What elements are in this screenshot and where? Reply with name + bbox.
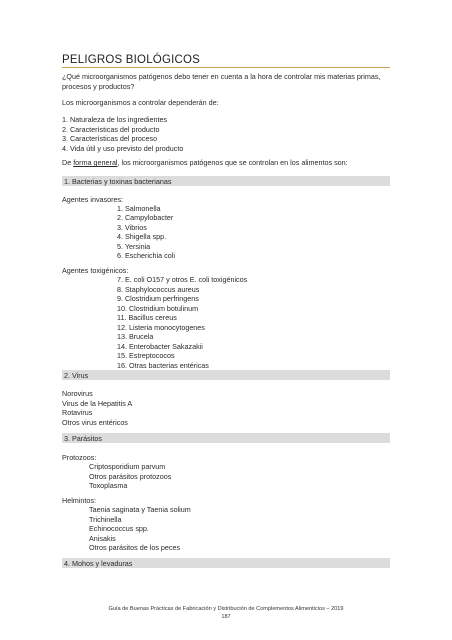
list-item: 3. Vibrios <box>117 222 147 232</box>
list-item: Norovirus <box>62 389 93 398</box>
list-item: 14. Enterobacter Sakazakii <box>117 341 203 351</box>
general-prefix: De <box>62 158 74 167</box>
factor-item: 1. Naturaleza de los ingredientes <box>62 115 168 124</box>
list-item: 6. Escherichia coli <box>117 251 175 260</box>
list-item: 15. Estreptococos <box>117 351 175 360</box>
question-text: procesos y productos? <box>62 81 135 91</box>
list-item: 1. Salmonella <box>117 203 161 213</box>
general-underlined: forma general <box>73 158 118 167</box>
list-item: 13. Brucela <box>117 332 154 341</box>
list-item: Otros parásitos de los peces <box>89 543 181 552</box>
list-item: Criptosporidium parvum <box>89 462 166 471</box>
page-title: PELIGROS BIOLÓGICOS <box>62 54 201 66</box>
list-item: 5. Yersinia <box>117 241 151 251</box>
intro-text: Los microorganismos a controlar dependerán de: <box>62 98 219 107</box>
helmintos-label: Helmintos: <box>62 496 96 505</box>
protozoos-label: Protozoos: <box>62 453 97 462</box>
section-heading-virus: 2. Virus <box>62 370 390 380</box>
list-item: Taenia saginata y Taenia solium <box>89 505 191 514</box>
list-item: 11. Bacillus cereus <box>117 313 177 322</box>
list-item: Rotavirus <box>62 408 93 417</box>
list-item: Anisakis <box>89 533 116 543</box>
list-item: Echinococcus spp. <box>89 524 149 533</box>
section-heading-mohos: 4. Mohos y levaduras <box>62 558 390 568</box>
general-suffix: , los microorganismos patógenos que se controlan en los alimentos son: <box>117 158 348 167</box>
section-heading-parasitos: 3. Parásitos <box>62 433 390 443</box>
factor-item: 4. Vida útil y uso previsto del producto <box>62 143 184 153</box>
toxigenicos-label: Agentes toxigénicos: <box>62 266 129 275</box>
list-item: 4. Shigella spp. <box>117 232 167 241</box>
list-item: Virus de la Hepatitis A <box>62 398 133 408</box>
invasores-label: Agentes invasores: <box>62 195 124 204</box>
list-item: 9. Clostridium perfringens <box>117 294 199 303</box>
list-item: 16. Otras bacterias entéricas <box>117 360 209 370</box>
factor-item: 3. Características del proceso <box>62 134 158 143</box>
factor-item: 2. Características del producto <box>62 124 160 134</box>
section-heading-bacterias: 1. Bacterias y toxinas bacterianas <box>62 176 390 186</box>
question-text: ¿Qué microorganismos patógenos debo tener en cuenta a la hora de controlar mis materias primas, <box>62 72 381 81</box>
page-number: 187 <box>221 614 231 620</box>
list-item: Otros virus entéricos <box>62 417 128 427</box>
general-statement <box>62 158 348 167</box>
list-item: Toxoplasma <box>89 481 128 490</box>
list-item: 7. E. coli O157 y otros E. coli toxigénicos <box>117 275 248 284</box>
title-rule <box>62 67 390 68</box>
list-item: Trichinella <box>89 514 122 524</box>
list-item: 10. Clostridium botulinum <box>117 303 199 313</box>
list-item: Otros parásitos protozoos <box>89 471 172 481</box>
footer-guide-title: Guía de Buenas Prácticas de Fabricación y Distribución de Complementos Alimenticios – 2019 <box>108 606 344 612</box>
list-item: 8. Staphylococcus aureus <box>117 284 200 294</box>
list-item: 12. Listeria monocytogenes <box>117 322 205 332</box>
list-item: 2. Campylobacter <box>117 213 174 222</box>
